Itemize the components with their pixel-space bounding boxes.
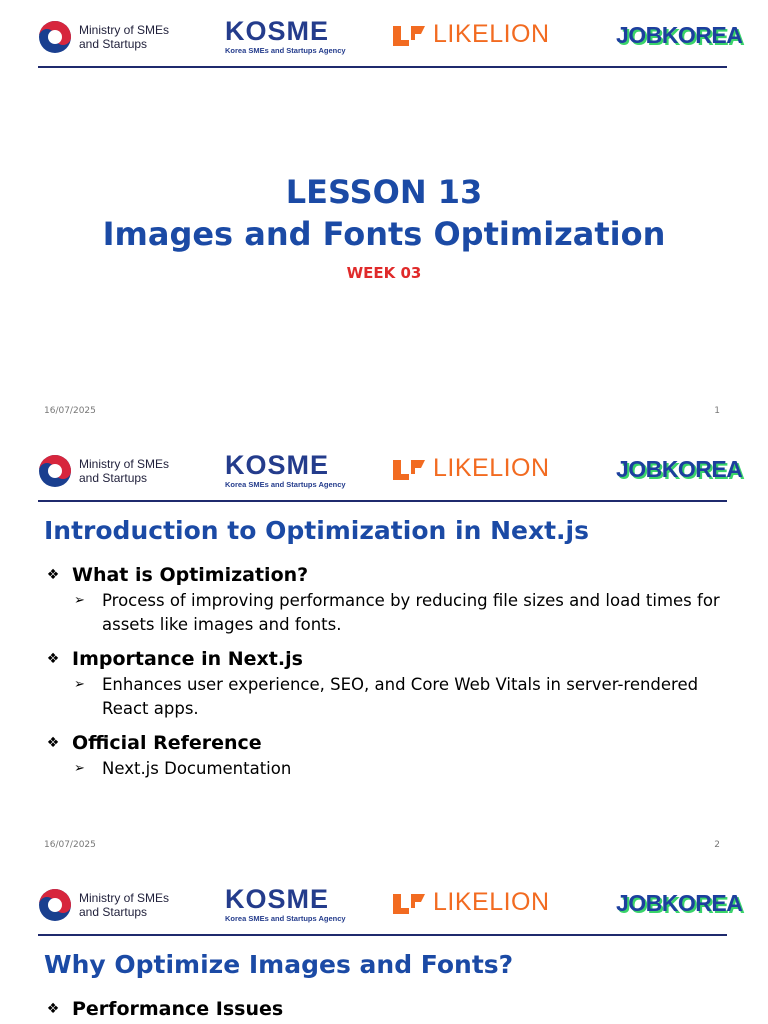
likelion-word: LIKELION xyxy=(433,454,550,482)
sub-bullet-text: Process of improving performance by reducing file sizes and load times for assets like images and fonts. xyxy=(102,591,720,634)
likelion-mark-icon xyxy=(391,890,427,916)
ministry-line1: Ministry of SMEs xyxy=(79,23,170,37)
header-divider xyxy=(38,66,727,68)
jobkorea-logo xyxy=(616,22,742,49)
sub-bullet-link[interactable]: Next.js Documentation xyxy=(102,759,292,778)
kosme-logo xyxy=(225,884,346,923)
slide-date: 16/07/2025 xyxy=(44,406,96,416)
diamond-bullet-icon: ❖ xyxy=(46,1001,60,1017)
likelion-mark-icon xyxy=(391,456,427,482)
bullet-text: Importance in Next.js xyxy=(72,648,303,670)
bullet-item xyxy=(44,995,724,1023)
kosme-logo xyxy=(225,16,346,55)
kosme-subtitle: Korea SMEs and Startups Agency xyxy=(225,46,346,55)
slide-page-number: 2 xyxy=(714,840,720,850)
likelion-logo xyxy=(391,888,550,917)
bullet-text: What is Optimization? xyxy=(72,564,309,586)
slide-page-number: 1 xyxy=(714,406,720,416)
likelion-logo xyxy=(391,454,550,483)
sub-bullet-item xyxy=(74,757,724,781)
taeguk-emblem-icon xyxy=(38,454,72,488)
jobkorea-word: JOBKOREA xyxy=(616,890,743,916)
jobkorea-logo xyxy=(616,890,742,917)
arrow-bullet-icon: ➢ xyxy=(74,593,85,608)
ministry-logo xyxy=(38,888,169,922)
bullet-list xyxy=(44,995,724,1023)
title-block xyxy=(0,172,768,282)
diamond-bullet-icon: ❖ xyxy=(46,735,60,751)
ministry-logo xyxy=(38,454,169,488)
likelion-logo xyxy=(391,20,550,49)
bullet-item xyxy=(44,645,724,673)
slide-date: 16/07/2025 xyxy=(44,840,96,850)
sub-bullet-text: Enhances user experience, SEO, and Core Web Vitals in server-rendered React apps. xyxy=(102,675,699,718)
slide-1 xyxy=(0,0,768,433)
jobkorea-word: JOBKOREA xyxy=(616,456,743,482)
lesson-title: Images and Fonts Optimization xyxy=(102,215,666,253)
slide-3 xyxy=(0,868,768,1024)
header-divider xyxy=(38,934,727,936)
taeguk-emblem-icon xyxy=(38,888,72,922)
lesson-number: LESSON 13 xyxy=(285,173,483,211)
diamond-bullet-icon: ❖ xyxy=(46,567,60,583)
kosme-logo xyxy=(225,450,346,489)
arrow-bullet-icon: ➢ xyxy=(74,761,85,776)
arrow-bullet-icon: ➢ xyxy=(74,677,85,692)
jobkorea-logo xyxy=(616,456,742,483)
ministry-line2: and Startups xyxy=(79,471,148,485)
kosme-word: KOSME xyxy=(225,450,330,480)
slide-header xyxy=(38,448,743,496)
likelion-word: LIKELION xyxy=(433,20,550,48)
likelion-word: LIKELION xyxy=(433,888,550,916)
bullet-text: Official Reference xyxy=(72,732,262,754)
slide-header xyxy=(38,14,743,62)
sub-bullet-item xyxy=(74,589,724,637)
kosme-word: KOSME xyxy=(225,884,330,914)
slide-title: Why Optimize Images and Fonts? xyxy=(44,950,514,979)
slide-title: Introduction to Optimization in Next.js xyxy=(44,516,589,545)
ministry-line1: Ministry of SMEs xyxy=(79,891,170,905)
ministry-line2: and Startups xyxy=(79,905,148,919)
kosme-subtitle: Korea SMEs and Startups Agency xyxy=(225,914,346,923)
week-label: WEEK 03 xyxy=(346,264,422,282)
taeguk-emblem-icon xyxy=(38,20,72,54)
kosme-subtitle: Korea SMEs and Startups Agency xyxy=(225,480,346,489)
jobkorea-word: JOBKOREA xyxy=(616,22,743,48)
header-divider xyxy=(38,500,727,502)
bullet-item xyxy=(44,561,724,589)
bullet-list xyxy=(44,561,724,789)
sub-bullet-item xyxy=(74,673,724,721)
ministry-line2: and Startups xyxy=(79,37,148,51)
kosme-word: KOSME xyxy=(225,16,330,46)
bullet-text: Performance Issues xyxy=(72,998,284,1020)
slide-2 xyxy=(0,434,768,867)
bullet-item xyxy=(44,729,724,757)
likelion-mark-icon xyxy=(391,22,427,48)
ministry-logo xyxy=(38,20,169,54)
diamond-bullet-icon: ❖ xyxy=(46,651,60,667)
ministry-line1: Ministry of SMEs xyxy=(79,457,170,471)
slide-header xyxy=(38,882,743,930)
